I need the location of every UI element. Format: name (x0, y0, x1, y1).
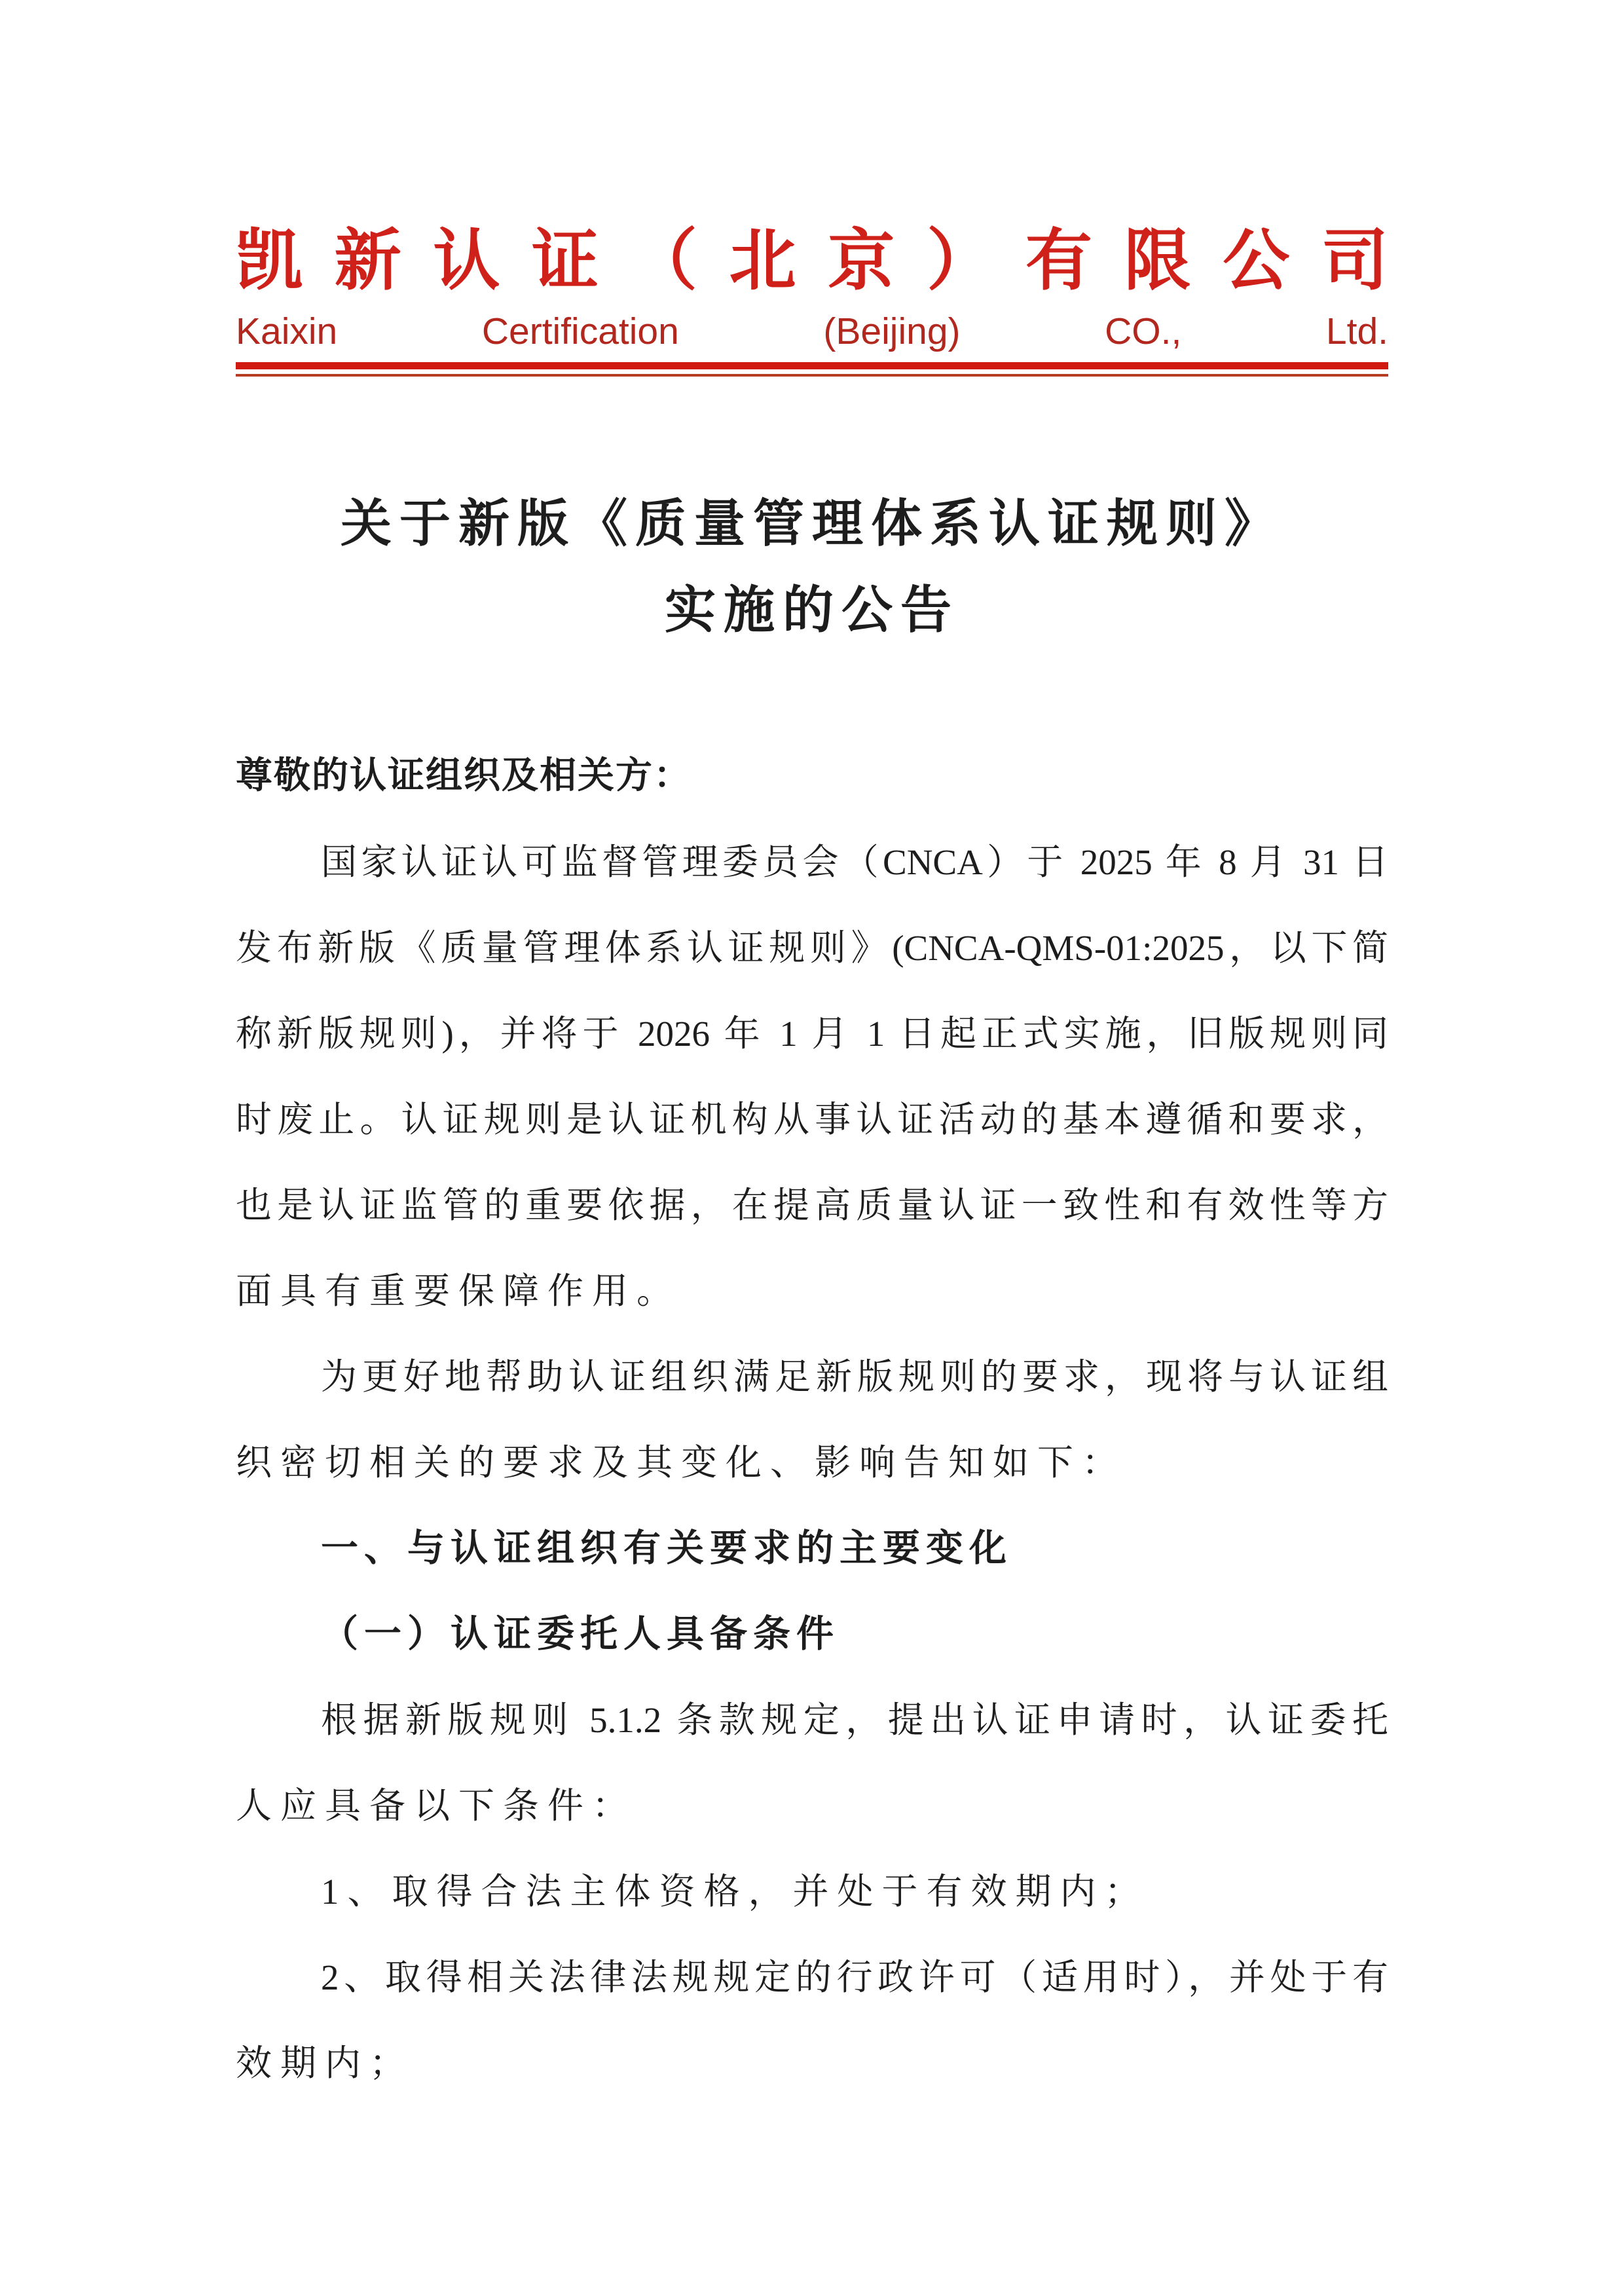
body-line: 效期内； (236, 2043, 415, 2083)
company-name-en: Kaixin Certification (Beijing) CO., Ltd. (236, 310, 1388, 352)
letterhead-rule-thin (236, 374, 1388, 377)
list-item-2: 2、取得相关法律法规规定的行政许可（适用时），并处于有 (321, 1957, 1388, 1997)
list-item-1: 1、取得合法主体资格，并处于有效期内； (321, 1872, 1149, 1912)
letterhead (236, 219, 1388, 377)
body-line: 面具有重要保障作用。 (236, 1271, 682, 1311)
body-line: 织密切相关的要求及其变化、影响告知如下： (236, 1443, 1127, 1483)
section-heading-1: 一、与认证组织有关要求的主要变化 (321, 1528, 1012, 1569)
body-line: 也是认证监管的重要依据，在提高质量认证一致性和有效性等方 (236, 1185, 1388, 1225)
announcement-body (236, 733, 1388, 2106)
body-line: 根据新版规则 5.1.2 条款规定，提出认证申请时，认证委托 (321, 1700, 1388, 1740)
body-line: 为更好地帮助认证组织满足新版规则的要求，现将与认证组 (321, 1357, 1388, 1397)
body-line: 国家认证认可监督管理委员会（CNCA）于 2025 年 8 月 31 日 (321, 842, 1388, 882)
body-line: 发布新版《质量管理体系认证规则》(CNCA-QMS-01:2025，以下简 (236, 928, 1388, 968)
body-line: 时废止。认证规则是认证机构从事认证活动的基本遵循和要求， (236, 1100, 1388, 1139)
document-title (236, 481, 1388, 654)
body-line: 人应具备以下条件： (236, 1786, 637, 1826)
document-title-line2: 实施的公告 (664, 582, 959, 639)
salutation-line: 尊敬的认证组织及相关方： (236, 756, 692, 796)
company-name-cn: 凯新认证（北京）有限公司 (236, 225, 1388, 299)
section-heading-1-1: （一）认证委托人具备条件 (321, 1614, 840, 1655)
letterhead-rule-thick (236, 362, 1388, 369)
document-title-line1: 关于新版《质量管理体系认证规则》 (340, 495, 1283, 552)
body-line: 称新版规则)，并将于 2026 年 1 月 1 日起正式实施，旧版规则同 (236, 1014, 1388, 1054)
